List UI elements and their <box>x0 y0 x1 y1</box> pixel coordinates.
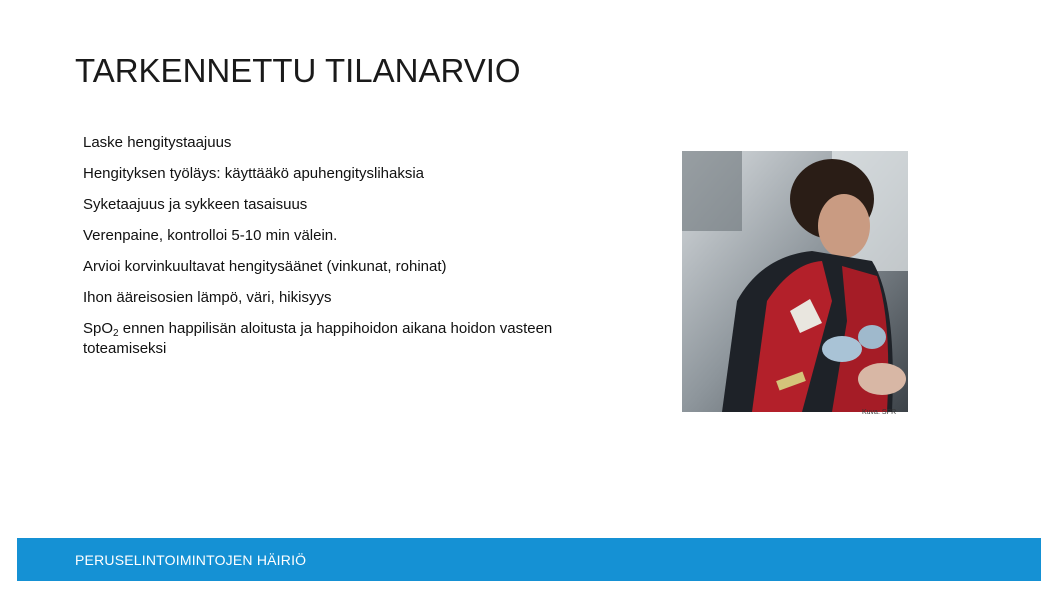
paramedic-photo <box>682 151 908 412</box>
footer-title: PERUSELINTOIMINTOJEN HÄIRIÖ <box>75 552 307 568</box>
bullet-item-spo2 <box>83 319 623 359</box>
bullet-item: Syketaajuus ja sykkeen tasaisuus <box>83 196 308 213</box>
footer-bar <box>17 538 1041 581</box>
bullet-item: Ihon ääreisosien lämpö, väri, hikisyys <box>83 289 332 306</box>
bullet-item: Hengityksen työläys: käyttääkö apuhengityslihaksia <box>83 165 425 182</box>
bullet-item: Laske hengitystaajuus <box>83 134 232 151</box>
photo-credit: Kuva: SPR <box>862 409 897 416</box>
bullet-item: Arvioi korvinkuultavat hengitysäänet (vinkunat, rohinat) <box>83 258 447 275</box>
spo2-text: ennen happilisän aloitusta ja happihoidon aikana hoidon vasteen toteamiseksi <box>83 320 553 357</box>
slide-title: TARKENNETTU TILANARVIO <box>75 52 521 89</box>
bullet-list <box>83 133 623 370</box>
spo2-subscript: 2 <box>113 328 119 339</box>
spo2-o: O <box>101 320 114 337</box>
bullet-item: Verenpaine, kontrolloi 5-10 min välein. <box>83 227 338 244</box>
spo2-prefix: Sp <box>83 320 102 337</box>
